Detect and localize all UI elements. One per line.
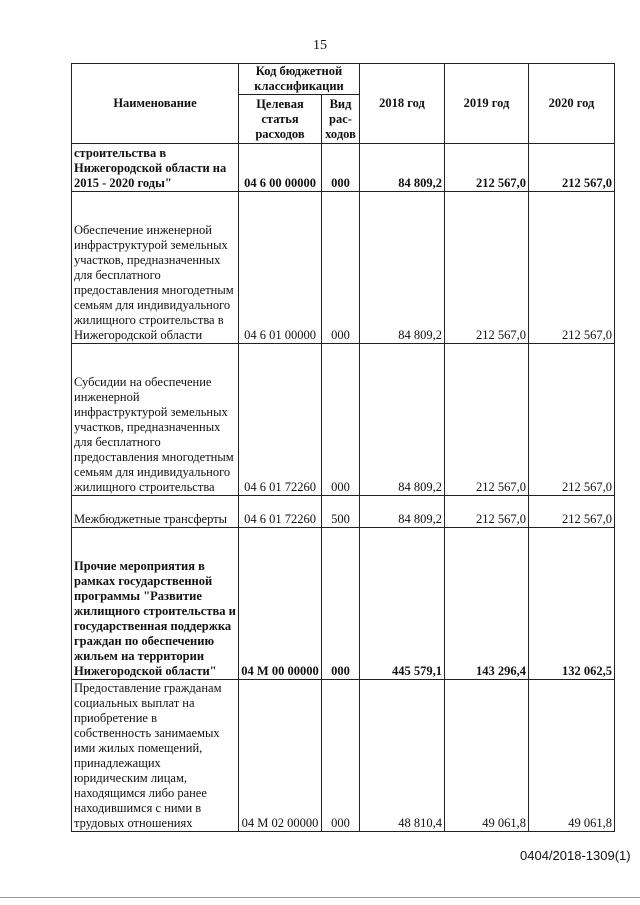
header-classification: Код бюджетной классификации (239, 64, 360, 95)
header-expense-type: Вид рас-ходов (322, 95, 360, 144)
row-expense-type: 000 (322, 144, 360, 192)
row-2018: 445 579,1 (360, 528, 445, 680)
page-number: 15 (313, 38, 327, 53)
page-bottom-divider (0, 897, 640, 898)
row-2018: 84 809,2 (360, 192, 445, 344)
header-target-item: Целевая статья расходов (239, 95, 322, 144)
table-row (72, 192, 615, 344)
row-2018: 84 809,2 (360, 344, 445, 496)
row-2020: 212 567,0 (529, 192, 615, 344)
row-expense-type: 000 (322, 680, 360, 832)
budget-table (71, 63, 615, 832)
row-name: Межбюджетные трансферты (72, 496, 239, 528)
row-2018: 84 809,2 (360, 496, 445, 528)
row-name: строительства в Нижегородской области на 2015 - 2020 годы" (72, 144, 239, 192)
row-2019: 143 296,4 (445, 528, 529, 680)
row-expense-type: 500 (322, 496, 360, 528)
row-2019: 212 567,0 (445, 144, 529, 192)
row-target-item: 04 6 01 00000 (239, 192, 322, 344)
header-name: Наименование (72, 64, 239, 144)
row-2020: 49 061,8 (529, 680, 615, 832)
document-reference: 0404/2018-1309(1) (520, 848, 631, 863)
row-2020: 212 567,0 (529, 344, 615, 496)
row-2020: 212 567,0 (529, 496, 615, 528)
row-2019: 212 567,0 (445, 344, 529, 496)
row-2020: 132 062,5 (529, 528, 615, 680)
row-2019: 212 567,0 (445, 192, 529, 344)
header-2019: 2019 год (445, 64, 529, 144)
table-row (72, 680, 615, 832)
row-2020: 212 567,0 (529, 144, 615, 192)
row-2019: 212 567,0 (445, 496, 529, 528)
row-name: Субсидии на обеспечение инженерной инфраструктурой земельных участков, предназначенных для бесплатного предоставления многодетным семьям для индивидуального жилищного строительства (72, 344, 239, 496)
row-expense-type: 000 (322, 528, 360, 680)
row-target-item: 04 М 00 00000 (239, 528, 322, 680)
table-row (72, 528, 615, 680)
row-expense-type: 000 (322, 192, 360, 344)
row-name: Обеспечение инженерной инфраструктурой земельных участков, предназначенных для бесплатного предоставления многодетным семьям для индивидуального жилищного строительства в Нижегородской области (72, 192, 239, 344)
row-2018: 48 810,4 (360, 680, 445, 832)
row-target-item: 04 М 02 00000 (239, 680, 322, 832)
table-row (72, 144, 615, 192)
row-target-item: 04 6 00 00000 (239, 144, 322, 192)
header-2018: 2018 год (360, 64, 445, 144)
row-name: Прочие мероприятия в рамках государственной программы "Развитие жилищного строительства и государственная поддержка граждан по обеспечению жильем на территории Нижегородской области" (72, 528, 239, 680)
header-2020: 2020 год (529, 64, 615, 144)
row-name: Предоставление гражданам социальных выплат на приобретение в собственность занимаемых ими жилых помещений, принадлежащих юридическим лицам, находящимся либо ранее находившимся с ними в трудовых отношениях (72, 680, 239, 832)
table-row (72, 496, 615, 528)
row-expense-type: 000 (322, 344, 360, 496)
row-target-item: 04 6 01 72260 (239, 344, 322, 496)
row-target-item: 04 6 01 72260 (239, 496, 322, 528)
table-row (72, 344, 615, 496)
row-2019: 49 061,8 (445, 680, 529, 832)
row-2018: 84 809,2 (360, 144, 445, 192)
